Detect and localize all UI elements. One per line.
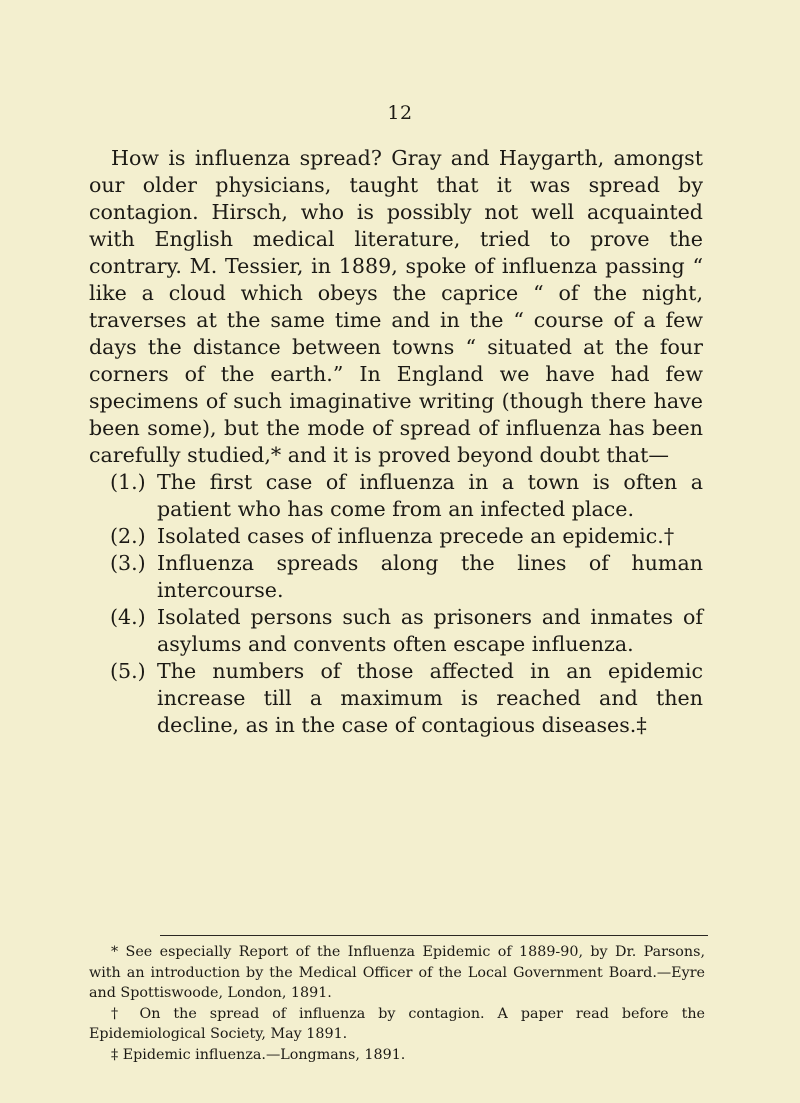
list-item-number: (4.) — [110, 605, 146, 629]
list-item-text: The first case of influenza in a town is often a patient who has come from an infected place. — [157, 470, 703, 521]
list-item-text: Isolated persons such as prisoners and inmates of asylums and convents often escape influenza. — [157, 605, 703, 656]
list-item — [89, 550, 703, 604]
footnote-report: * See especially Report of the Influenza Epidemic of 1889-90, by Dr. Parsons, with an introduction by the Medical Officer of the Local Government Board.—Eyre and Spottiswoode, London, 1891. — [89, 944, 705, 1001]
list-item — [89, 469, 703, 523]
main-text — [89, 145, 703, 739]
footnote-contagion-paper: † On the spread of influenza by contagion. A paper read before the Epidemiological Society, May 1891. — [89, 1005, 705, 1042]
list-item-text: Isolated cases of influenza precede an epidemic.† — [157, 524, 675, 548]
footnotes — [89, 942, 705, 1065]
list-item — [89, 658, 703, 739]
findings-list — [89, 469, 703, 739]
list-item-number: (2.) — [110, 524, 146, 548]
footnote-divider — [160, 935, 708, 936]
footnote-epidemic-influenza: ‡ Epidemic influenza.—Longmans, 1891. — [111, 1046, 406, 1063]
intro-paragraph: How is influenza spread? Gray and Haygarth, amongst our older physicians, taught that it was spread by contagion. Hirsch, who is possibly not well acquainted with English medical literature, tried to prove the contrary. M. Tessier, in 1889, spoke of influenza passing “ like a cloud which obeys the caprice “ of the night, traverses at the same time and in the “ course of a few days the distance between towns “ situated at the four corners of the earth.” In England we have had few specimens of such imaginative writing (though there have been some), but the mode of spread of influenza has been carefully studied,* and it is proved beyond doubt that— — [89, 146, 703, 467]
list-item-text: The numbers of those affected in an epidemic increase till a maximum is reached and then decline, as in the case of contagious diseases.‡ — [157, 659, 703, 737]
list-item-number: (3.) — [110, 551, 146, 575]
list-item-number: (1.) — [110, 470, 146, 494]
list-item-number: (5.) — [110, 659, 146, 683]
page-number: 12 — [387, 102, 413, 124]
list-item — [89, 523, 703, 550]
list-item — [89, 604, 703, 658]
list-item-text: Influenza spreads along the lines of human intercourse. — [157, 551, 703, 602]
